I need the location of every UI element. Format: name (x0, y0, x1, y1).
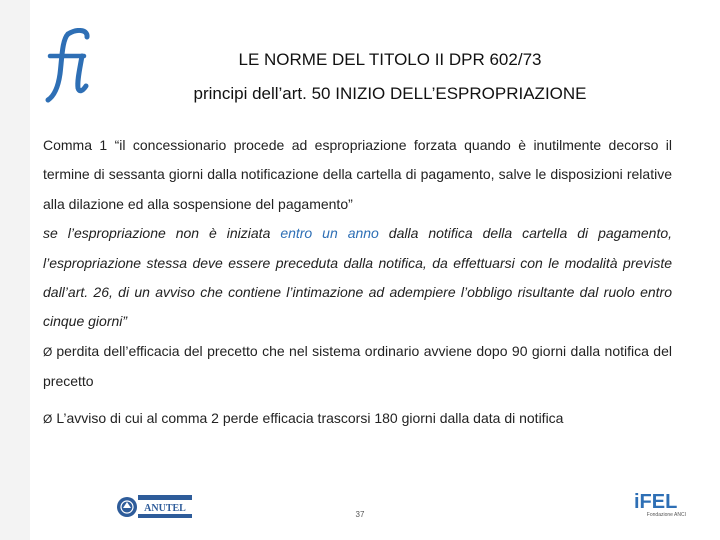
arrow-bullet-icon: Ø (43, 411, 53, 426)
bullet-1-text: perdita dell’efficacia del precetto che nel sistema ordinario avviene dopo 90 giorni dalla notifica del precetto (43, 342, 672, 390)
paragraph-2-highlight: entro un anno (280, 225, 379, 242)
paragraph-2-before: se l’espropriazione non è iniziata (43, 225, 281, 242)
bullet-2-text: L’avviso di cui al comma 2 perde efficacia trascorsi 180 giorni dalla data di notifica (56, 409, 564, 426)
title-line-2: principi dell’art. 50 INIZIO DELL’ESPROPRIAZIONE (193, 84, 587, 103)
page-number: 37 (355, 510, 365, 519)
bullet-item-1 (43, 337, 672, 397)
paragraph-1-text: Comma 1 “il concessionario procede ad espropriazione forzata quando è inutilmente decorso il termine di sessanta giorni dalla notificazione della cartella di pagamento, salve le disposizioni relative alla dilazione ed alla sospensione del pagamento” (43, 137, 672, 212)
ifel-subtitle: Fondazione ANCI (646, 512, 686, 518)
arrow-bullet-icon: Ø (43, 344, 53, 359)
paragraph-comma-1 (43, 131, 672, 219)
left-margin-band (0, 0, 30, 540)
anutel-logo-icon (116, 492, 194, 522)
anutel-wordmark: ANUTEL (144, 503, 186, 514)
fi-logo-icon (40, 28, 102, 104)
paragraph-comma-2 (43, 219, 672, 337)
title-line-1: LE NORME DEL TITOLO II DPR 602/73 (238, 50, 542, 69)
bullet-item-2 (43, 404, 672, 434)
slide-title (110, 48, 670, 106)
paragraph-2-after: dalla notifica della cartella di pagamento, l’espropriazione stessa deve essere preceduta dalla notifica, da effettuarsi con le modalità previste dall’art. 26, di un avviso che contiene l’intimazione ad adempiere l’obbligo risultante dal ruolo entro cinque giorni” (43, 225, 673, 330)
ifel-logo (634, 492, 686, 522)
ifel-wordmark: iFEL (634, 491, 678, 513)
slide-body (43, 131, 672, 434)
